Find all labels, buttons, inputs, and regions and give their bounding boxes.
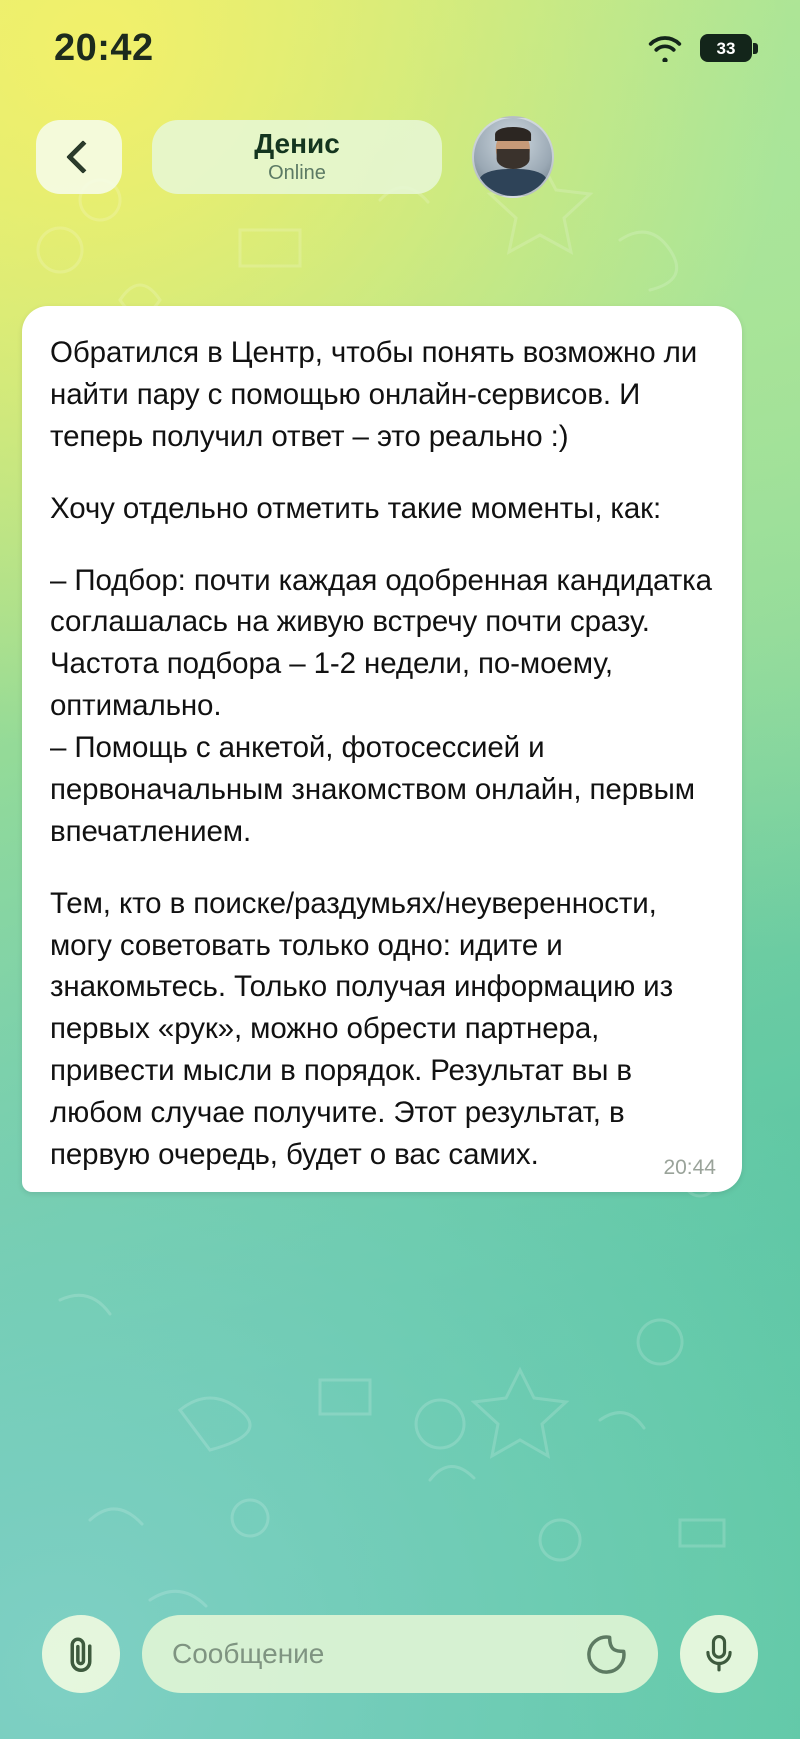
- wifi-icon: [646, 34, 684, 62]
- battery-level: 33: [716, 38, 736, 58]
- microphone-icon: [700, 1632, 738, 1676]
- attach-button[interactable]: [42, 1615, 120, 1693]
- back-button[interactable]: [36, 120, 122, 194]
- sticker-icon[interactable]: [586, 1633, 628, 1675]
- battery-icon: [700, 34, 752, 62]
- message-timestamp: 20:44: [663, 1155, 716, 1179]
- message-input-placeholder: Сообщение: [172, 1638, 325, 1669]
- message-paragraph: – Подбор: почти каждая одобренная кандидатка соглашалась на живую встречу почти сразу. Частота подбора – 1-2 недели, по-моему, оптимально.: [50, 563, 712, 723]
- status-indicators: [646, 34, 752, 62]
- status-badge: Online: [268, 161, 326, 184]
- status-time: 20:42: [54, 26, 154, 69]
- paperclip-icon: [60, 1633, 102, 1675]
- page-title: Денис: [254, 128, 340, 160]
- avatar[interactable]: [472, 116, 554, 198]
- chat-header: [0, 118, 800, 196]
- chat-title-pill[interactable]: [152, 120, 442, 194]
- message-input[interactable]: [142, 1615, 658, 1693]
- message-list: [0, 306, 800, 1569]
- message-paragraph: Обратился в Центр, чтобы понять возможно ли найти пару с помощью онлайн-сервисов. И теперь получил ответ – это реально :): [50, 336, 698, 453]
- message-paragraph: Тем, кто в поиске/раздумьях/неуверенности, могу советовать только одно: идите и знакомьтесь. Только получая информацию из первых «рук», можно обрести партнера, привести мысли в порядок. Результат вы в любом случае получите. Этот результат, в первую очередь, будет о вас самих.: [50, 886, 673, 1171]
- avatar-body: [479, 169, 546, 196]
- message-bubble[interactable]: [22, 306, 742, 1192]
- message-paragraph: – Помощь с анкетой, фотосессией и первоначальным знакомством онлайн, первым впечатлением.: [50, 731, 695, 848]
- message-composer: [0, 1569, 800, 1739]
- message-paragraph: Хочу отдельно отметить такие моменты, как:: [50, 491, 662, 525]
- avatar-beard: [497, 149, 530, 169]
- avatar-hair: [495, 127, 531, 141]
- status-bar: [0, 0, 800, 96]
- back-chevron-icon: [66, 140, 100, 174]
- voice-record-button[interactable]: [680, 1615, 758, 1693]
